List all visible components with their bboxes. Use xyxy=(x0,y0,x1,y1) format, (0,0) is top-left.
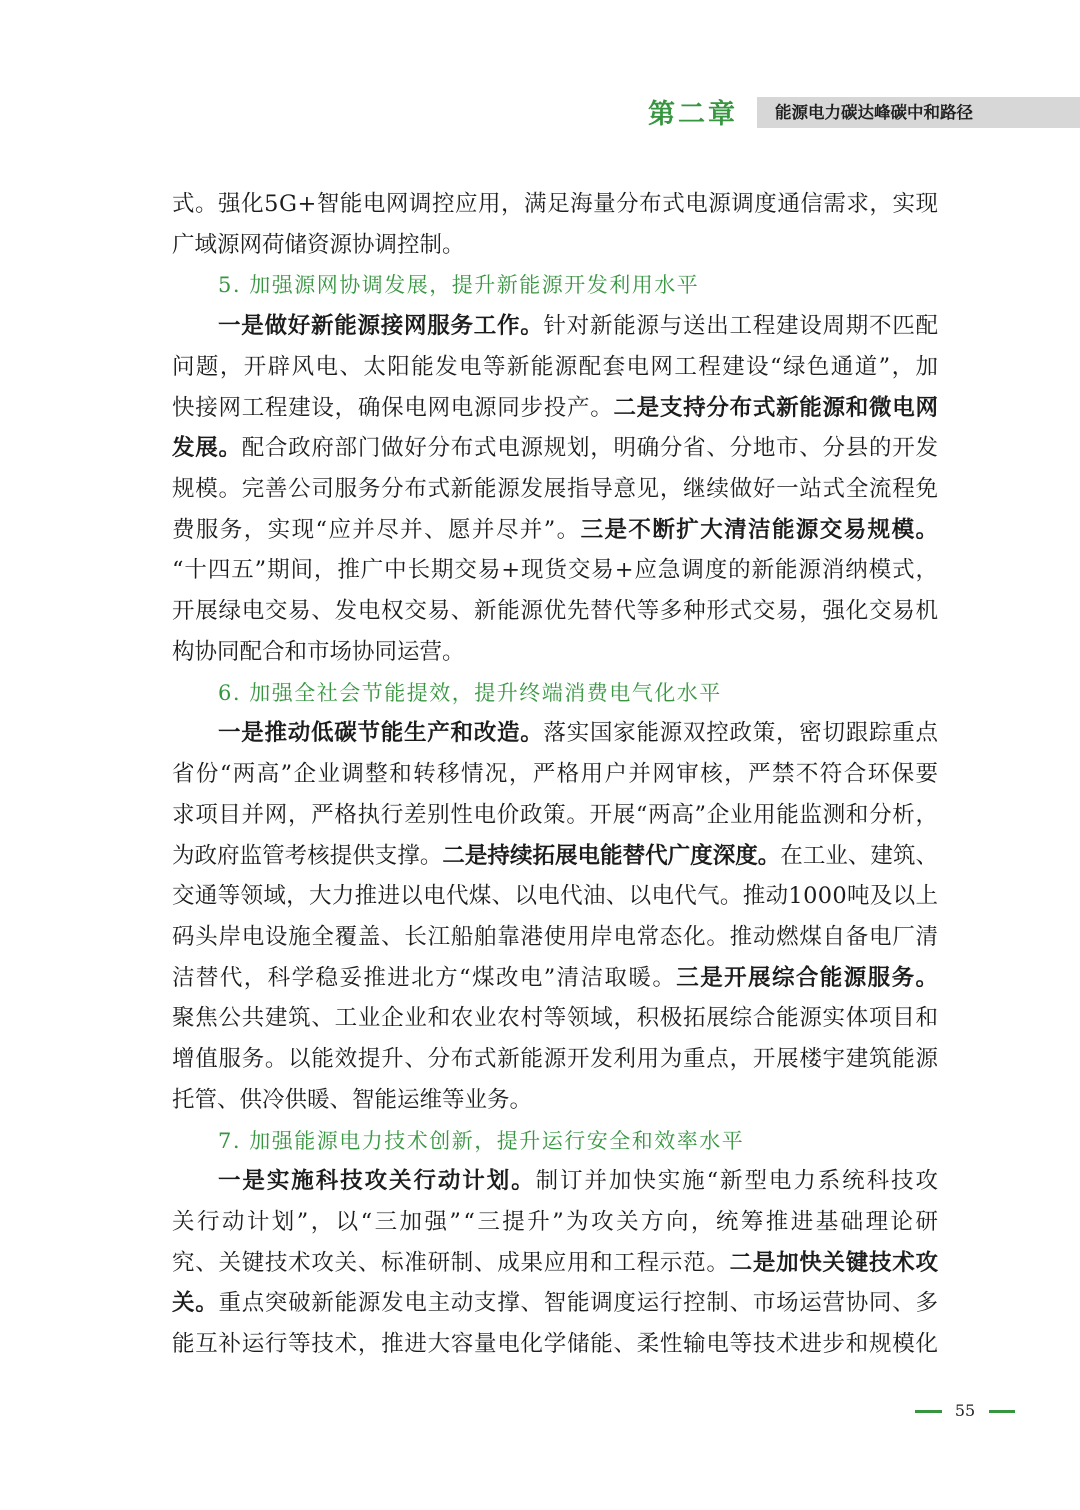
body-text-run: 在工业、建筑、 xyxy=(780,842,938,869)
text-line-content xyxy=(172,557,939,583)
text-line-content xyxy=(172,517,939,543)
emphasis-text: 二是支持分布式新能源和微电网 xyxy=(613,394,939,421)
text-line xyxy=(172,917,938,958)
text-line-content xyxy=(172,639,465,665)
body-text-run: 式。强化5G+智能电网调控应用，满足海量分布式电源调度通信需求，实现 xyxy=(172,191,939,217)
text-line-content xyxy=(172,1250,939,1276)
text-line xyxy=(172,998,938,1039)
emphasis-text: 一是推动低碳节能生产和改造。 xyxy=(218,720,544,747)
text-line-content xyxy=(172,802,939,828)
text-line xyxy=(172,550,938,591)
section-heading: 6. 加强全社会节能提效，提升终端消费电气化水平 xyxy=(218,680,722,705)
section-heading: 5. 加强源网协调发展，提升新能源开发利用水平 xyxy=(218,273,700,298)
body-text-run: 配合政府部门做好分布式电源规划，明确分省、分地市、分县的开发 xyxy=(241,435,939,462)
body-text-run: 制订并加快实施“新型电力系统科技攻 xyxy=(535,1168,940,1195)
chapter-title: 能源电力碳达峰碳中和路径 xyxy=(775,103,973,122)
text-line-content xyxy=(172,191,939,217)
text-line-content xyxy=(172,1290,939,1316)
body-text xyxy=(172,184,941,1365)
emphasis-text: 三是不断扩大清洁能源交易规模。 xyxy=(580,516,940,543)
text-line xyxy=(172,306,938,347)
body-text-run: 洁替代，科学稳妥推进北方“煤改电”清洁取暖。 xyxy=(172,964,677,991)
text-line xyxy=(172,754,938,795)
text-line xyxy=(172,510,938,551)
text-line xyxy=(172,591,938,632)
footer-rule-left xyxy=(915,1410,942,1413)
text-line-content xyxy=(172,232,465,258)
body-text-run: 问题，开辟风电、太阳能发电等新能源配套电网工程建设“绿色通道”，加 xyxy=(172,353,940,380)
body-text-run: 构协同配合和市场协同运营。 xyxy=(172,638,465,665)
text-line-content xyxy=(172,435,939,461)
body-text-run: 省份“两高”企业调整和转移情况，严格用户并网审核，严禁不符合环保要 xyxy=(172,761,940,788)
text-line xyxy=(172,1039,938,1080)
text-line xyxy=(172,1161,938,1202)
text-line xyxy=(172,184,938,225)
text-line-content xyxy=(218,313,939,339)
emphasis-text: 发展。 xyxy=(172,435,242,462)
body-text-run: 码头岸电设施全覆盖、长江船舶靠港使用岸电常态化。推动燃煤自备电厂清 xyxy=(172,923,939,950)
chapter-title-bar xyxy=(757,97,1080,128)
text-line xyxy=(172,347,938,388)
text-line xyxy=(172,1324,938,1365)
emphasis-text: 一是实施科技攻关行动计划。 xyxy=(218,1168,536,1195)
text-line-content xyxy=(172,395,939,421)
text-line xyxy=(172,469,938,510)
text-line-content xyxy=(218,1168,940,1194)
emphasis-text: 关。 xyxy=(172,1290,219,1317)
body-text-run: 求项目并网，严格执行差别性电价政策。开展“两高”企业用能监测和分析， xyxy=(172,801,939,828)
text-line xyxy=(172,388,938,429)
text-line-content xyxy=(172,354,939,380)
body-text-run: 交通等领域，大力推进以电代煤、以电代油、以电代气。推动1000吨及以上 xyxy=(172,883,939,910)
body-text-run: 究、关键技术攻关、标准研制、成果应用和工程示范。 xyxy=(172,1249,730,1276)
text-line xyxy=(172,1283,938,1324)
page-number: 55 xyxy=(954,1401,976,1420)
text-line-content xyxy=(172,1005,939,1031)
section-heading: 7. 加强能源电力技术创新，提升运行安全和效率水平 xyxy=(218,1128,745,1153)
body-text-run: 快接网工程建设，确保电网电源同步投产。 xyxy=(172,394,614,421)
body-text-run: 关行动计划”，以“三加强”“三提升”为攻关方向，统筹推进基础理论研 xyxy=(172,1208,941,1235)
text-line xyxy=(172,1080,938,1121)
body-text-run: “十四五”期间，推广中长期交易+现货交易+应急调度的新能源消纳模式， xyxy=(172,557,939,584)
paragraph xyxy=(172,184,938,265)
text-line-content xyxy=(172,1087,532,1113)
body-text-run: 能互补运行等技术，推进大容量电化学储能、柔性输电等技术进步和规模化 xyxy=(172,1331,939,1358)
body-text-run: 落实国家能源双控政策，密切跟踪重点 xyxy=(543,720,939,747)
text-line xyxy=(172,713,938,754)
body-text-run: 为政府监管考核提供支撑。 xyxy=(172,842,443,869)
text-line xyxy=(172,958,938,999)
text-line-content xyxy=(172,761,939,787)
text-line xyxy=(172,1243,938,1284)
emphasis-text: 二是持续拓展电能替代广度深度。 xyxy=(442,842,781,869)
text-line-content xyxy=(172,1046,939,1072)
text-line xyxy=(172,876,938,917)
text-line xyxy=(172,428,938,469)
emphasis-text: 三是开展综合能源服务。 xyxy=(676,964,940,991)
body-text-run: 重点突破新能源发电主动支撑、智能调度运行控制、市场运营协同、多 xyxy=(218,1290,939,1317)
body-text-run: 聚焦公共建筑、工业企业和农业农村等领域，积极拓展综合能源实体项目和 xyxy=(172,1005,939,1032)
chapter-label: 第二章 xyxy=(648,99,738,130)
paragraph xyxy=(172,713,938,1120)
text-line-content xyxy=(172,1331,939,1357)
text-line-content xyxy=(172,965,939,991)
text-line-content xyxy=(172,883,938,909)
body-text-run: 开展绿电交易、发电权交易、新能源优先替代等多种形式交易，强化交易机 xyxy=(172,598,939,625)
text-line-content xyxy=(218,720,939,746)
body-text-run: 增值服务。以能效提升、分布式新能源开发利用为重点，开展楼宇建筑能源 xyxy=(172,1046,939,1073)
text-line xyxy=(172,1202,941,1243)
text-line-content xyxy=(172,843,938,869)
paragraph xyxy=(172,306,938,672)
body-text-run: 费服务，实现“应并尽并、愿并尽并”。 xyxy=(172,516,581,543)
body-text-run: 广域源网荷储资源协调控制。 xyxy=(172,231,465,258)
text-line-content xyxy=(172,598,939,624)
emphasis-text: 二是加快关键技术攻 xyxy=(729,1249,939,1276)
footer-rule-right xyxy=(989,1410,1015,1413)
text-line-content xyxy=(172,924,939,950)
body-text-run: 规模。完善公司服务分布式新能源发展指导意见，继续做好一站式全流程免 xyxy=(172,476,939,503)
paragraph xyxy=(172,1161,941,1365)
text-line xyxy=(172,836,938,877)
body-text-run: 针对新能源与送出工程建设周期不匹配 xyxy=(543,313,939,340)
emphasis-text: 一是做好新能源接网服务工作。 xyxy=(218,313,544,340)
text-line-content xyxy=(172,1209,940,1235)
text-line xyxy=(172,795,938,836)
body-text-run: 托管、供冷供暖、智能运维等业务。 xyxy=(172,1086,533,1113)
text-line xyxy=(172,632,938,673)
text-line-content xyxy=(172,476,939,502)
text-line xyxy=(172,225,938,266)
